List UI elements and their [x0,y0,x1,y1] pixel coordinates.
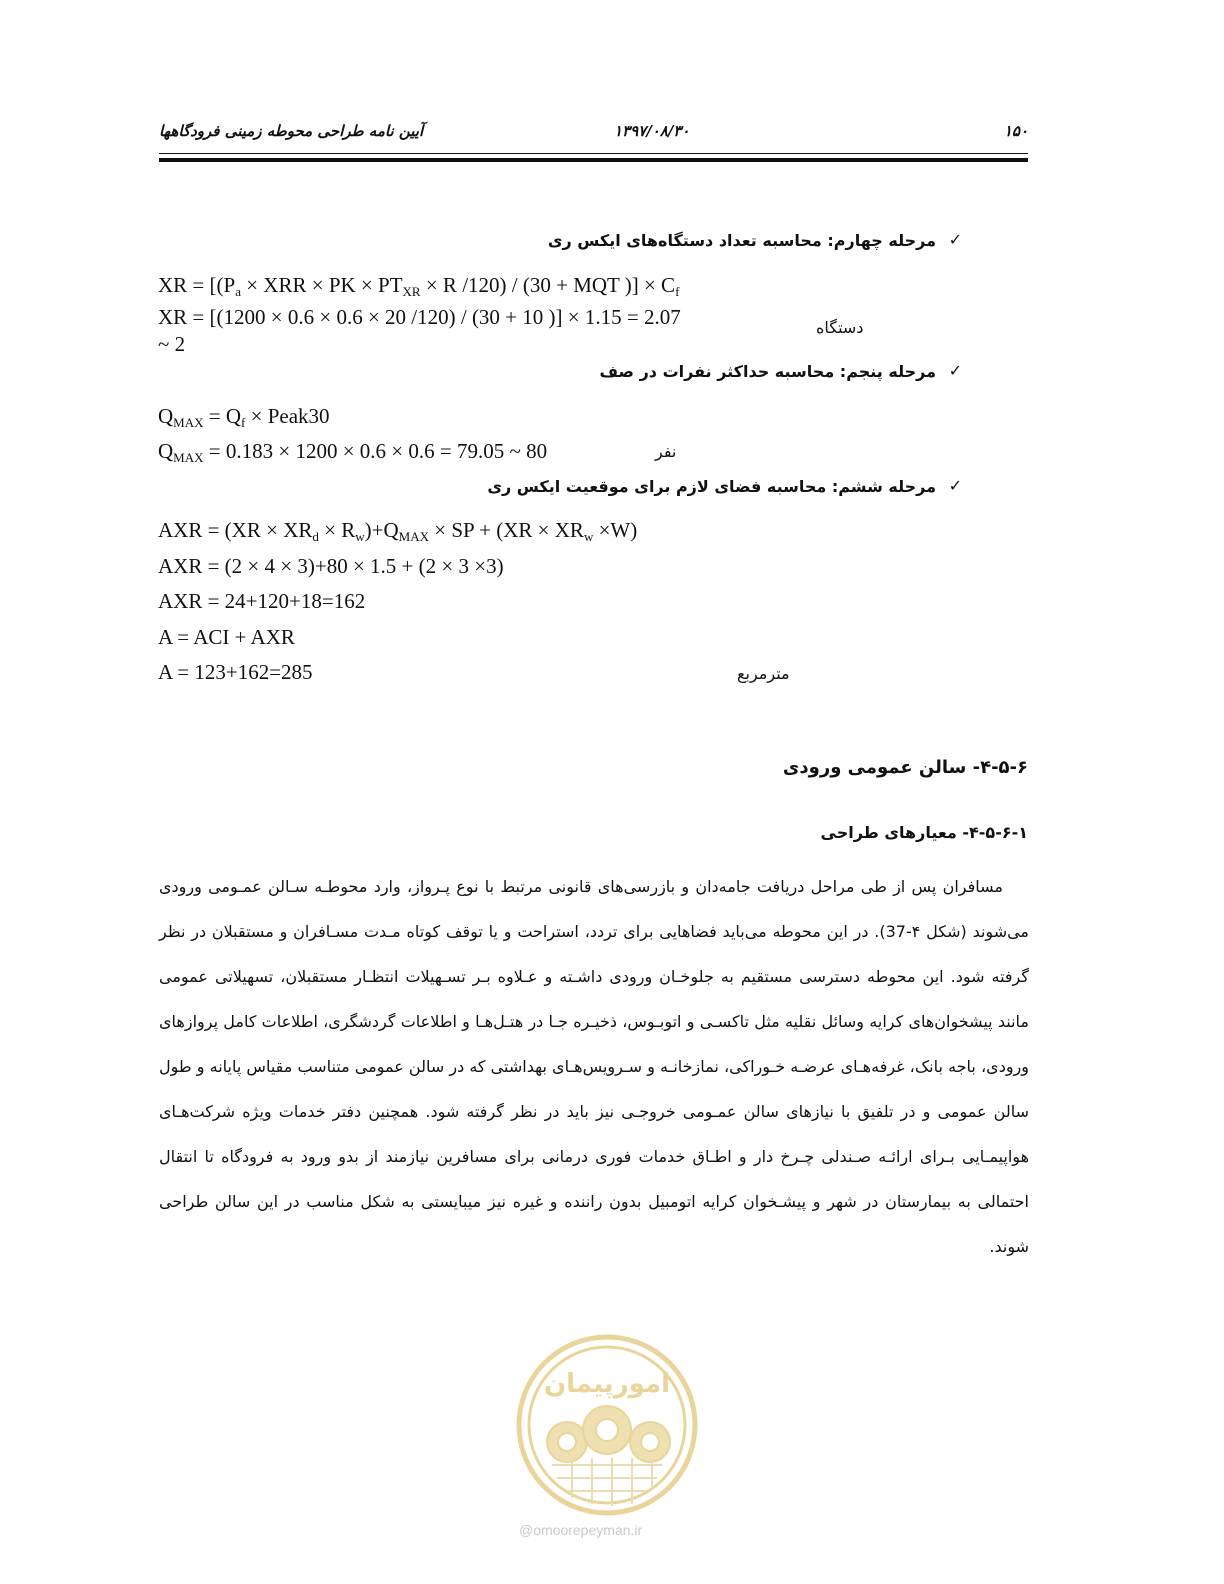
step4-heading: مرحله چهارم: محاسبه تعداد دستگاه‌های ایکس ری [547,231,936,250]
checkmark-icon: ✓ [948,476,962,495]
watermark-logo [512,1330,702,1520]
qmax-formula: $Q_{MAX} = Q_f$ × Peak30 [158,404,330,430]
a-formula: A = ACI + AXR [158,625,295,649]
xr-calculation: XR = [(1200 × 0.6 × 0.6 × 20 /120) / (30 + 10 )] × 1.15 = 2.07 [158,305,681,329]
qmax-calculation: $Q_{MAX} = 0.183 \times 1200 \times 0.6 \times 0.6 = 79.05$ ~ 80 [158,439,548,465]
body-paragraph [159,864,1029,1269]
subsection-heading: ۴-۵-۶-۱- معیارهای طراحی [820,823,1028,842]
step5-heading: مرحله پنجم: محاسبه حداکثر نفرات در صف [599,362,936,381]
watermark-site: @omoorepeyman.ir [519,1522,643,1538]
xr-unit: دستگاه [816,318,864,337]
axr-formula: AXR = $(XR \times XR_d \times R_w)+Q_{MAX}$ × SP + $(XR \times XR_w \times W)$ [158,518,638,544]
checkmark-icon: ✓ [948,361,962,380]
header-rule-thick [159,158,1028,162]
header-date: ۱۳۹۷/۰۸/۳۰ [614,122,690,140]
header-rule-thin [159,153,1028,154]
axr-calculation-2: AXR = 24+120+18=162 [158,589,366,613]
page-number: ۱۵۰ [1003,122,1028,140]
xr-rounded: ~ 2 [158,332,186,356]
qmax-unit: نفر [655,442,677,461]
a-unit: مترمربع [737,664,790,683]
a-calculation: A = 123+162=285 [158,660,313,684]
watermark-emblem [512,1330,702,1520]
section-heading: ۴-۵-۶- سالن عمومی ورودی [782,757,1028,778]
watermark-logo-text: امورپیمان [543,1369,671,1399]
step6-heading: مرحله ششم: محاسبه فضای لازم برای موقعیت ایکس ری [487,477,936,496]
paragraph-text: مسافران پس از طی مراحل دریافت جامه‌دان و بازرسی‌های قانونی مرتبط با نوع پـرواز، وارد محوطـه سـالن عمـومی ورودی می‌شوند (شکل ۴-37). در این محوطه می‌باید فضاهایی برای تردد، استراحت و یا توقف کوتاه مـدت مسـافران و مستقبلان در نظر گرفته شود. این محوطه دسترسی مستقیم به جلوخـان ورودی داشـته و عـلاوه بـر تسـهیلات انتظـار مستقبلان، تسهیلاتی عمومی مانند پیشخوان‌های کرایه وسائل نقلیه مثل تاکسـی و اتوبـوس، ذخیـره جـا در هتـل‌هـا و اطلاعات گردشگری، اطلاعات کامل پروازهای ورودی، باجه بانک، غرفه‌هـای عرضـه خـوراکی، نمازخانـه و سـرویس‌هـای بهداشتی که در سالن عمومی متناسب مقیاس پایانه و طول سالن عمومی و در تلفیق با نیازهای سالن عمـومی خروجـی نیز باید در نظر گرفته شود. همچنین دفتر خدمات ویژه شرکت‌هـای هواپیمـایی بـرای ارائـه صـندلی چـرخ دار و اطـاق خدمات فوری درمانی برای مسافرین نیازمند از بدو ورود به فرودگاه تا انتقال احتمالی به بیمارستان در شهر و پیشـخوان کرایه اتومبیل بدون راننده و غیره نیز میبایستی به شکل مناسب در این سالن طراحی شوند. [159,877,1030,1256]
running-title: آیین نامه طراحی محوطه زمینی فرودگاهها [159,122,424,140]
xr-formula: XR = [($P_a$ × XRR × PK × $PT_{XR} \times R$ /120) / (30 + MQT )] × $C_f$ [158,273,680,299]
axr-calculation-1: AXR = (2 × 4 × 3)+80 × 1.5 + (2 × 3 ×3) [158,554,504,578]
checkmark-icon: ✓ [948,230,962,249]
